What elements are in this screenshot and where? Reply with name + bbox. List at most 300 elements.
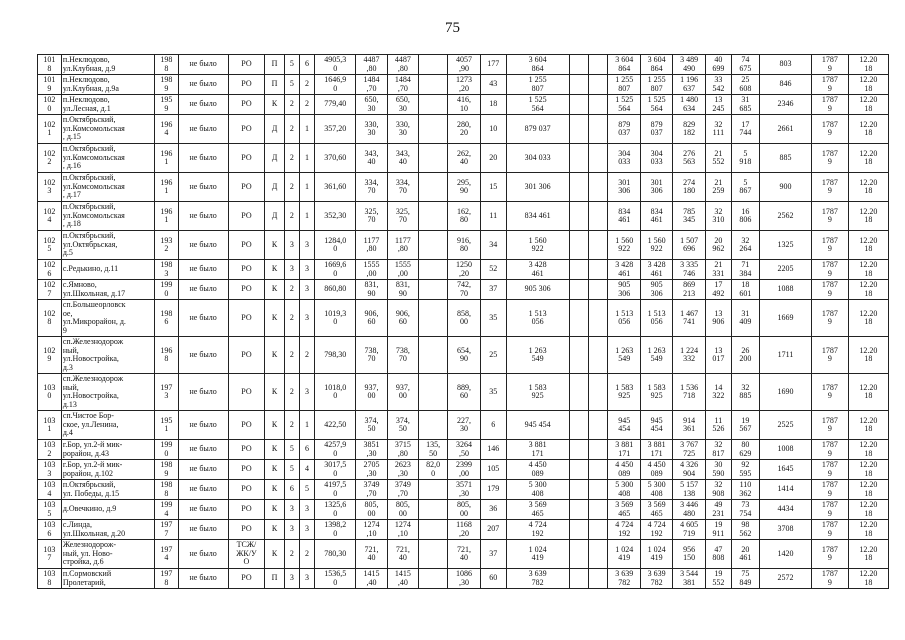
table-cell: п.Октябрьский, ул.Комсомольская , д.15 <box>61 115 154 144</box>
table-cell: 879 037 <box>640 115 672 144</box>
table-cell: 803 <box>760 55 812 75</box>
table-cell: 4 724 192 <box>640 520 672 540</box>
table-cell: РО <box>228 55 265 75</box>
table-cell: не было <box>178 144 228 173</box>
table-cell: 879 037 <box>506 115 569 144</box>
table-row <box>38 460 889 480</box>
table-cell: 945 454 <box>608 411 640 440</box>
table-row <box>38 520 889 540</box>
table-cell: 2 <box>284 300 299 337</box>
table-cell: 197 8 <box>154 569 178 589</box>
table-cell: 1787 9 <box>811 300 848 337</box>
table-cell: 5 300 408 <box>608 480 640 500</box>
table-cell <box>569 260 588 280</box>
table-cell: 34 <box>480 231 506 260</box>
table-cell: 199 0 <box>154 280 178 300</box>
table-cell: 1787 9 <box>811 411 848 440</box>
table-cell: 196 1 <box>154 202 178 231</box>
table-cell <box>569 75 588 95</box>
table-cell: 193 2 <box>154 231 178 260</box>
table-cell: 198 3 <box>154 260 178 280</box>
table-cell: 40 699 <box>705 55 731 75</box>
table-cell: 860,80 <box>315 280 356 300</box>
table-cell: 280, 20 <box>448 115 480 144</box>
table-cell <box>419 55 448 75</box>
table-cell <box>588 280 607 300</box>
table-cell: 906, 60 <box>387 300 418 337</box>
table-cell: 325, 70 <box>356 202 387 231</box>
table-cell: 199 0 <box>154 440 178 460</box>
table-cell: 98 562 <box>731 520 759 540</box>
table-cell: 2 <box>299 337 314 374</box>
table-cell: 1787 9 <box>811 231 848 260</box>
table-cell: РО <box>228 440 265 460</box>
table-cell: РО <box>228 337 265 374</box>
table-cell: 101 8 <box>38 55 62 75</box>
table-cell: 325, 70 <box>387 202 418 231</box>
table-cell: К <box>265 374 284 411</box>
table-cell: 1 536 718 <box>673 374 705 411</box>
table-cell: 1273 ,20 <box>448 75 480 95</box>
table-cell: 3 <box>284 569 299 589</box>
table-cell: 1787 9 <box>811 144 848 173</box>
table-cell: 31 409 <box>731 300 759 337</box>
table-cell: РО <box>228 95 265 115</box>
table-cell: 5 <box>284 75 299 95</box>
table-cell: 1420 <box>760 540 812 569</box>
table-cell: 3 <box>299 520 314 540</box>
table-row <box>38 337 889 374</box>
table-cell: 3 604 864 <box>608 55 640 75</box>
table-cell: 3017,5 0 <box>315 460 356 480</box>
table-cell: К <box>265 411 284 440</box>
table-cell <box>419 540 448 569</box>
table-cell <box>569 115 588 144</box>
table-cell: 1019,3 0 <box>315 300 356 337</box>
table-cell: 650, 30 <box>387 95 418 115</box>
table-cell: 2 <box>299 95 314 115</box>
table-cell: 12.20 18 <box>848 569 888 589</box>
table-cell: 2562 <box>760 202 812 231</box>
table-cell: 12.20 18 <box>848 260 888 280</box>
table-cell: 1 024 419 <box>608 540 640 569</box>
table-cell <box>569 500 588 520</box>
table-cell: 33 542 <box>705 75 731 95</box>
table-cell: 32 885 <box>731 374 759 411</box>
table-cell: п.Октябрьский, ул. Победы, д.15 <box>61 480 154 500</box>
table-cell: п.Октябрьский, ул.Комсомольская , д.16 <box>61 144 154 173</box>
table-cell: 12.20 18 <box>848 374 888 411</box>
table-cell <box>419 280 448 300</box>
table-cell: 31 685 <box>731 95 759 115</box>
table-cell <box>569 540 588 569</box>
table-cell: 102 9 <box>38 337 62 374</box>
table-cell <box>588 231 607 260</box>
table-cell: 945 454 <box>640 411 672 440</box>
table-cell: 12.20 18 <box>848 540 888 569</box>
table-cell <box>588 202 607 231</box>
table-cell: 2 <box>284 144 299 173</box>
table-cell: 20 <box>480 144 506 173</box>
table-cell: 3708 <box>760 520 812 540</box>
table-cell: 5 <box>284 460 299 480</box>
table-cell: 1274 ,10 <box>387 520 418 540</box>
table-cell: 945 454 <box>506 411 569 440</box>
table-cell: 905 306 <box>608 280 640 300</box>
table-cell: 12.20 18 <box>848 115 888 144</box>
table-cell: 103 6 <box>38 520 62 540</box>
table-cell: 4057 ,90 <box>448 55 480 75</box>
table-cell <box>588 95 607 115</box>
table-cell: 177 <box>480 55 506 75</box>
table-cell: 330, 30 <box>356 115 387 144</box>
table-cell: 3 604 864 <box>640 55 672 75</box>
table-cell: 2205 <box>760 260 812 280</box>
table-row <box>38 144 889 173</box>
table-cell: 1 583 925 <box>506 374 569 411</box>
table-cell: 3 639 782 <box>506 569 569 589</box>
table-row <box>38 374 889 411</box>
table-cell <box>569 337 588 374</box>
table-cell: не было <box>178 500 228 520</box>
table-cell: 905 306 <box>506 280 569 300</box>
table-cell: не было <box>178 202 228 231</box>
table-cell: 1787 9 <box>811 520 848 540</box>
table-cell: 416, 10 <box>448 95 480 115</box>
table-cell: 2 <box>284 280 299 300</box>
table-cell: 1 <box>299 144 314 173</box>
table-cell: 3715 ,80 <box>387 440 418 460</box>
table-cell: 2 <box>299 75 314 95</box>
table-cell: 304 033 <box>608 144 640 173</box>
table-cell: 1284,0 0 <box>315 231 356 260</box>
table-cell: 798,30 <box>315 337 356 374</box>
table-cell: 71 384 <box>731 260 759 280</box>
table-cell: 3 <box>284 500 299 520</box>
table-row <box>38 115 889 144</box>
table-cell: 19 911 <box>705 520 731 540</box>
table-cell: 198 9 <box>154 460 178 480</box>
table-cell: 198 8 <box>154 55 178 75</box>
table-cell: 4257,9 0 <box>315 440 356 460</box>
table-cell: 49 231 <box>705 500 731 520</box>
table-cell: 13 245 <box>705 95 731 115</box>
table-cell: 1787 9 <box>811 374 848 411</box>
table-cell: 4 605 719 <box>673 520 705 540</box>
table-cell: 6 <box>284 480 299 500</box>
table-cell: 197 7 <box>154 520 178 540</box>
table-cell: 199 4 <box>154 500 178 520</box>
table-cell: не было <box>178 480 228 500</box>
table-cell: К <box>265 260 284 280</box>
table-cell: 12.20 18 <box>848 411 888 440</box>
table-cell: 4 450 089 <box>506 460 569 480</box>
table-cell: 32 111 <box>705 115 731 144</box>
table-cell: 92 595 <box>731 460 759 480</box>
table-cell: не было <box>178 520 228 540</box>
table-cell: К <box>265 280 284 300</box>
table-cell: 1787 9 <box>811 280 848 300</box>
table-cell: 3 428 461 <box>506 260 569 280</box>
table-cell: 196 1 <box>154 173 178 202</box>
table-cell: РО <box>228 75 265 95</box>
table-cell <box>588 173 607 202</box>
table-cell: 879 037 <box>608 115 640 144</box>
table-cell: п.Сормовский Пролетарий, <box>61 569 154 589</box>
table-cell: 4197,5 0 <box>315 480 356 500</box>
table-cell: 1325 <box>760 231 812 260</box>
table-cell: 19 567 <box>731 411 759 440</box>
table-cell: 1 525 564 <box>608 95 640 115</box>
table-cell: К <box>265 300 284 337</box>
table-cell: 301 306 <box>506 173 569 202</box>
table-cell <box>419 75 448 95</box>
table-cell: 805, 00 <box>356 500 387 520</box>
table-cell <box>569 173 588 202</box>
table-cell: 1414 <box>760 480 812 500</box>
table-cell: 3 881 171 <box>506 440 569 460</box>
table-cell <box>569 520 588 540</box>
table-cell: 146 <box>480 440 506 460</box>
table-cell: 937, 00 <box>356 374 387 411</box>
table-cell: 74 675 <box>731 55 759 75</box>
table-cell: 834 461 <box>506 202 569 231</box>
table-cell: п.Неклюдово, ул.Клубная, д.9а <box>61 75 154 95</box>
table-cell: 25 <box>480 337 506 374</box>
table-cell: 1415 ,40 <box>356 569 387 589</box>
table-row <box>38 173 889 202</box>
table-cell: 304 033 <box>640 144 672 173</box>
table-cell: ТСЖ/ ЖК/У О <box>228 540 265 569</box>
table-cell: 1177 ,80 <box>356 231 387 260</box>
table-cell: п.Октябрьский, ул.Октябрьская, д.5 <box>61 231 154 260</box>
table-cell: 1787 9 <box>811 440 848 460</box>
table-cell: 102 8 <box>38 300 62 337</box>
table-cell: 32 908 <box>705 480 731 500</box>
table-cell: 1 255 807 <box>640 75 672 95</box>
table-cell: 370,60 <box>315 144 356 173</box>
table-cell: 3 569 465 <box>608 500 640 520</box>
table-cell: 3 <box>299 260 314 280</box>
table-cell: 37 <box>480 540 506 569</box>
table-cell: 1 560 922 <box>608 231 640 260</box>
table-cell: 1018,0 0 <box>315 374 356 411</box>
table-cell: 102 4 <box>38 202 62 231</box>
table-cell: 26 200 <box>731 337 759 374</box>
table-cell: 1 024 419 <box>506 540 569 569</box>
table-cell: 780,30 <box>315 540 356 569</box>
table-cell: не было <box>178 55 228 75</box>
table-cell: 2399 ,00 <box>448 460 480 480</box>
table-cell: 2 <box>299 540 314 569</box>
table-cell: К <box>265 337 284 374</box>
table-cell: Д <box>265 144 284 173</box>
table-cell: не было <box>178 440 228 460</box>
table-cell <box>419 115 448 144</box>
table-cell: 5 867 <box>731 173 759 202</box>
table-cell: не было <box>178 173 228 202</box>
table-cell: 3749 ,70 <box>356 480 387 500</box>
table-cell: 650, 30 <box>356 95 387 115</box>
table-cell: 3 881 171 <box>640 440 672 460</box>
table-cell: 13 906 <box>705 300 731 337</box>
table-cell <box>588 374 607 411</box>
table-cell <box>419 231 448 260</box>
table-cell: 3 <box>299 569 314 589</box>
table-cell: 102 3 <box>38 173 62 202</box>
table-cell: 361,60 <box>315 173 356 202</box>
table-cell: 1787 9 <box>811 500 848 520</box>
table-cell: 5 157 138 <box>673 480 705 500</box>
table-cell <box>419 569 448 589</box>
table-cell: 1555 ,00 <box>387 260 418 280</box>
table-cell: 4 326 904 <box>673 460 705 480</box>
table-cell: П <box>265 55 284 75</box>
table-row <box>38 231 889 260</box>
table-cell: 2 <box>284 173 299 202</box>
table-cell: 3 <box>284 260 299 280</box>
table-cell: 742, 70 <box>448 280 480 300</box>
table-cell: 3 335 746 <box>673 260 705 280</box>
table-cell: 103 1 <box>38 411 62 440</box>
table-cell: 101 9 <box>38 75 62 95</box>
table-cell: 1 255 807 <box>608 75 640 95</box>
table-cell: 20 962 <box>705 231 731 260</box>
table-cell: 3 <box>284 520 299 540</box>
table-cell: 12.20 18 <box>848 480 888 500</box>
table-cell: 276 563 <box>673 144 705 173</box>
table-cell: 6 <box>299 55 314 75</box>
table-cell <box>588 260 607 280</box>
table-cell: РО <box>228 260 265 280</box>
table-cell: 19 552 <box>705 569 731 589</box>
table-cell: 80 629 <box>731 440 759 460</box>
table-cell: 3571 ,30 <box>448 480 480 500</box>
table-cell: 3 604 864 <box>506 55 569 75</box>
table-cell: 105 <box>480 460 506 480</box>
table-cell: не было <box>178 540 228 569</box>
table-cell: 47 808 <box>705 540 731 569</box>
table-cell: 829 182 <box>673 115 705 144</box>
table-cell: 6 <box>480 411 506 440</box>
table-cell: К <box>265 540 284 569</box>
table-cell: П <box>265 75 284 95</box>
table-cell: 334, 70 <box>387 173 418 202</box>
table-cell: 889, 60 <box>448 374 480 411</box>
table-cell: 906, 60 <box>356 300 387 337</box>
table-cell: 6 <box>299 440 314 460</box>
table-cell: 3 639 782 <box>608 569 640 589</box>
table-cell: 1 560 922 <box>640 231 672 260</box>
table-cell: РО <box>228 411 265 440</box>
table-cell <box>569 55 588 75</box>
table-cell: 35 <box>480 300 506 337</box>
table-cell: 4 724 192 <box>608 520 640 540</box>
table-cell: 2525 <box>760 411 812 440</box>
table-cell: 4487 ,80 <box>387 55 418 75</box>
table-row <box>38 55 889 75</box>
table-cell: 2 <box>284 337 299 374</box>
table-cell: 721, 40 <box>387 540 418 569</box>
table-cell: 12.20 18 <box>848 300 888 337</box>
table-cell <box>569 300 588 337</box>
table-cell: 834 461 <box>608 202 640 231</box>
table-cell: 1177 ,80 <box>387 231 418 260</box>
table-cell <box>419 300 448 337</box>
table-cell: не было <box>178 95 228 115</box>
table-cell: 1250 ,20 <box>448 260 480 280</box>
table-cell: 13 017 <box>705 337 731 374</box>
table-cell: 3264 ,50 <box>448 440 480 460</box>
table-cell: 1168 ,20 <box>448 520 480 540</box>
table-cell: РО <box>228 374 265 411</box>
table-cell <box>588 460 607 480</box>
table-cell <box>419 202 448 231</box>
table-cell: 103 8 <box>38 569 62 589</box>
table-cell: сп.Большеорловск ое, ул.Микрорайон, д. 9 <box>61 300 154 337</box>
table-cell: 12.20 18 <box>848 460 888 480</box>
table-cell <box>569 95 588 115</box>
table-cell: 3 489 490 <box>673 55 705 75</box>
table-cell: 1274 ,10 <box>356 520 387 540</box>
table-cell: 12.20 18 <box>848 55 888 75</box>
table-cell: 721, 40 <box>448 540 480 569</box>
table-cell: 1 <box>299 411 314 440</box>
table-cell: РО <box>228 460 265 480</box>
table-cell: п.Октябрьский, ул.Комсомольская , д.18 <box>61 202 154 231</box>
table-cell: 374, 50 <box>356 411 387 440</box>
table-cell: К <box>265 500 284 520</box>
table-cell: 422,50 <box>315 411 356 440</box>
table-cell: 12.20 18 <box>848 500 888 520</box>
table-cell: 1 <box>299 202 314 231</box>
table-cell <box>588 440 607 460</box>
table-cell: 1787 9 <box>811 55 848 75</box>
table-cell: Железнодорож- ный, ул. Ново- стройка, д.6 <box>61 540 154 569</box>
table-cell: 20 461 <box>731 540 759 569</box>
table-cell: К <box>265 231 284 260</box>
table-cell: 1008 <box>760 440 812 460</box>
table-cell: 343, 40 <box>356 144 387 173</box>
table-cell: 304 033 <box>506 144 569 173</box>
table-cell <box>569 202 588 231</box>
table-cell: 11 <box>480 202 506 231</box>
table-cell: д.Овечкино, д.9 <box>61 500 154 520</box>
table-cell: 1787 9 <box>811 95 848 115</box>
table-cell: 2623 ,30 <box>387 460 418 480</box>
table-cell: 103 2 <box>38 440 62 460</box>
table-cell: 4 724 192 <box>506 520 569 540</box>
table-cell: 3 569 465 <box>640 500 672 520</box>
housing-register-table <box>37 54 889 589</box>
table-cell: 1 583 925 <box>640 374 672 411</box>
table-row <box>38 260 889 280</box>
table-cell: 103 3 <box>38 460 62 480</box>
table-cell: 12.20 18 <box>848 144 888 173</box>
table-cell: 914 361 <box>673 411 705 440</box>
table-cell: 831, 90 <box>356 280 387 300</box>
table-cell: 1 583 925 <box>608 374 640 411</box>
table-cell: 262, 40 <box>448 144 480 173</box>
table-cell: 1 513 056 <box>608 300 640 337</box>
table-cell: 1088 <box>760 280 812 300</box>
table-cell: 195 9 <box>154 95 178 115</box>
table-cell: 1787 9 <box>811 173 848 202</box>
table-cell <box>588 569 607 589</box>
table-cell: РО <box>228 231 265 260</box>
table-cell: сп.Железнодорож ный, ул.Новостройка, д.3 <box>61 337 154 374</box>
table-cell: 905 306 <box>640 280 672 300</box>
